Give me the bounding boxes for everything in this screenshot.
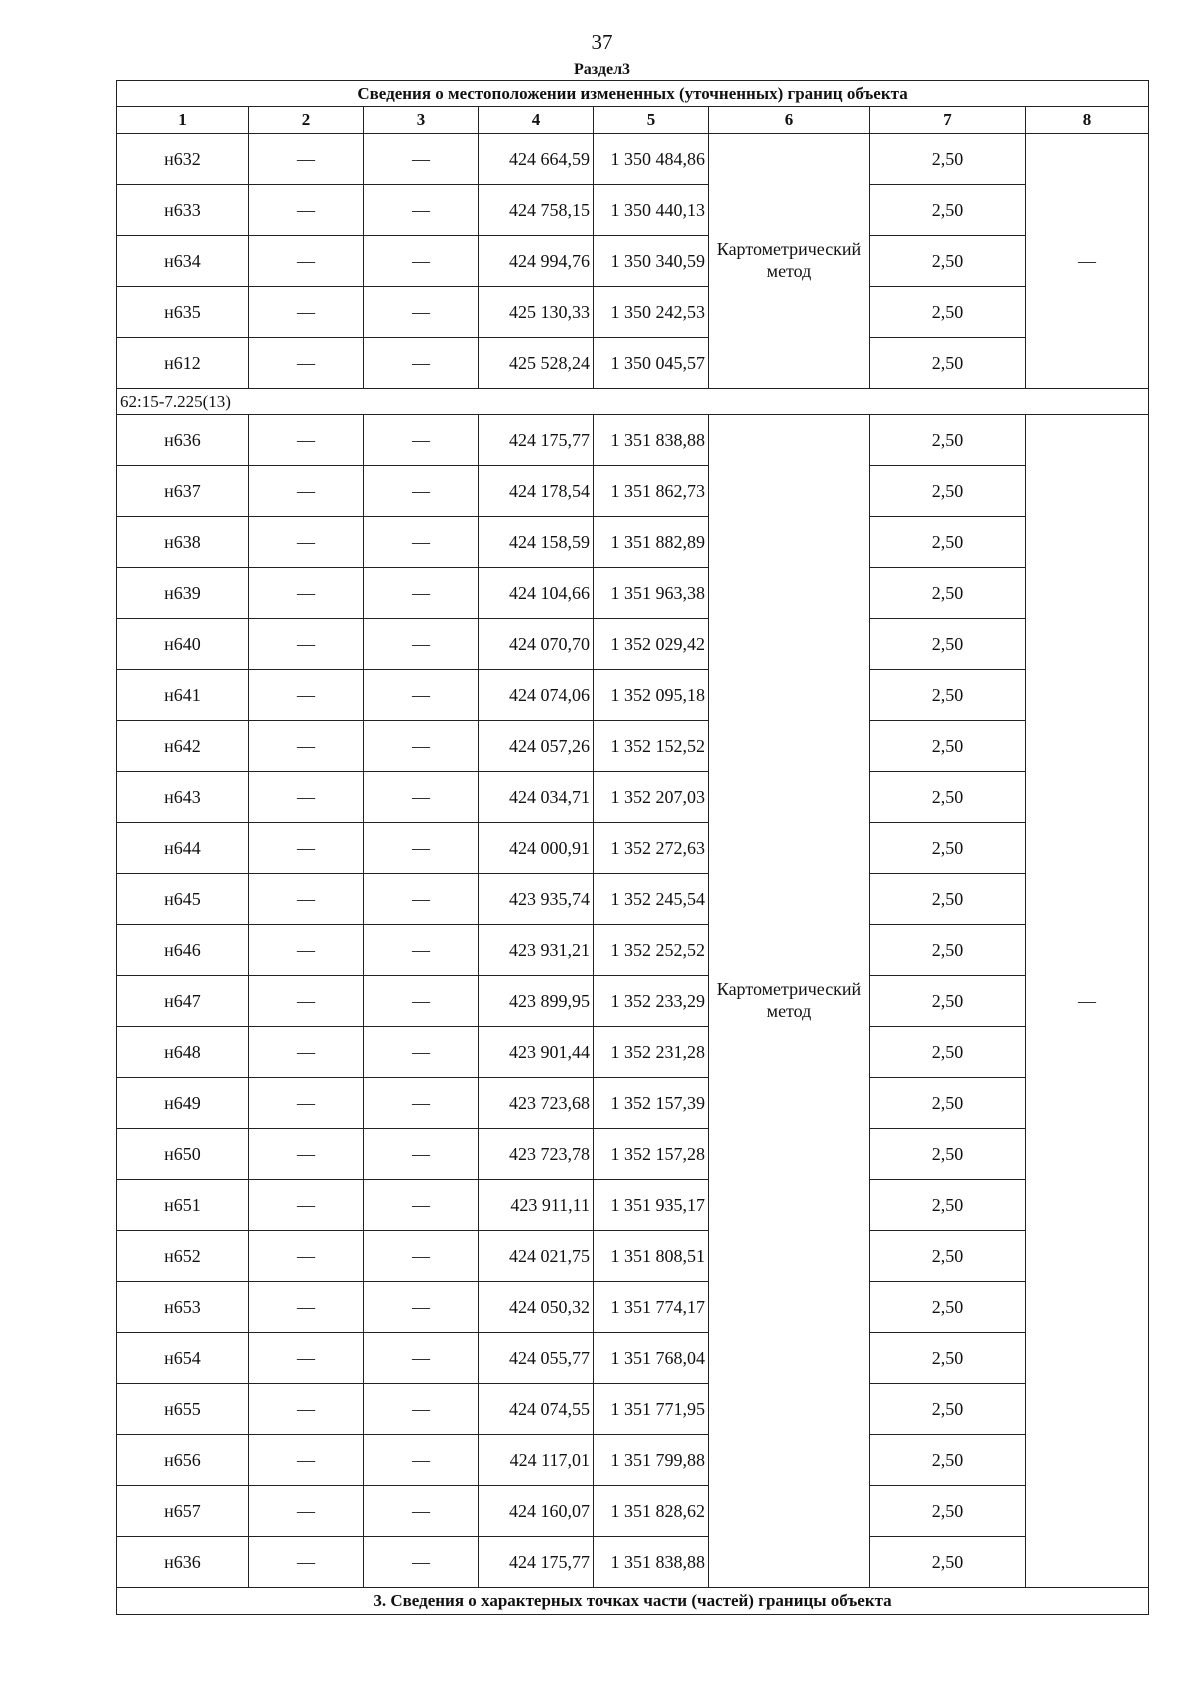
group-label-row <box>117 389 1149 415</box>
accuracy-value: 2,50 <box>870 670 1026 721</box>
coord-y: 1 352 233,29 <box>594 976 709 1027</box>
coord-y: 1 352 245,54 <box>594 874 709 925</box>
dash-cell: — <box>364 874 479 925</box>
dash-cell: — <box>364 287 479 338</box>
method-cell: Картометрический метод <box>709 415 870 1588</box>
point-name: н648 <box>117 1027 249 1078</box>
coord-y: 1 351 774,17 <box>594 1282 709 1333</box>
dash-cell: — <box>364 1231 479 1282</box>
accuracy-value: 2,50 <box>870 287 1026 338</box>
accuracy-value: 2,50 <box>870 338 1026 389</box>
dash-cell: — <box>364 134 479 185</box>
accuracy-value: 2,50 <box>870 466 1026 517</box>
table-row <box>117 134 1149 185</box>
coord-y: 1 352 095,18 <box>594 670 709 721</box>
table-row <box>117 287 1149 338</box>
accuracy-value: 2,50 <box>870 721 1026 772</box>
coord-x: 424 758,15 <box>479 185 594 236</box>
coord-x: 425 130,33 <box>479 287 594 338</box>
column-number: 5 <box>594 107 709 134</box>
dash-cell: — <box>249 517 364 568</box>
coord-x: 424 055,77 <box>479 1333 594 1384</box>
table-row <box>117 976 1149 1027</box>
coord-y: 1 350 440,13 <box>594 185 709 236</box>
dash-cell: — <box>364 670 479 721</box>
footer-title: 3. Сведения о характерных точках части (частей) границы объекта <box>117 1588 1149 1615</box>
table-row <box>117 1078 1149 1129</box>
table-row <box>117 619 1149 670</box>
method-cell: Картометрический метод <box>709 134 870 389</box>
table-row <box>117 1384 1149 1435</box>
coord-x: 424 074,06 <box>479 670 594 721</box>
dash-cell: — <box>249 721 364 772</box>
coord-y: 1 351 862,73 <box>594 466 709 517</box>
point-name: н635 <box>117 287 249 338</box>
dash-cell: — <box>249 772 364 823</box>
point-name: н636 <box>117 1537 249 1588</box>
table-row <box>117 338 1149 389</box>
point-name: н654 <box>117 1333 249 1384</box>
coord-x: 424 104,66 <box>479 568 594 619</box>
dash-cell: — <box>249 976 364 1027</box>
dash-cell: — <box>364 1282 479 1333</box>
coord-x: 424 175,77 <box>479 1537 594 1588</box>
column-number-row <box>117 107 1149 134</box>
column-number: 3 <box>364 107 479 134</box>
coord-x: 424 070,70 <box>479 619 594 670</box>
coord-y: 1 352 152,52 <box>594 721 709 772</box>
dash-cell: — <box>364 517 479 568</box>
accuracy-value: 2,50 <box>870 1486 1026 1537</box>
coord-x: 424 050,32 <box>479 1282 594 1333</box>
coord-y: 1 351 808,51 <box>594 1231 709 1282</box>
coord-x: 424 175,77 <box>479 415 594 466</box>
coord-y: 1 351 882,89 <box>594 517 709 568</box>
point-name: н653 <box>117 1282 249 1333</box>
dash-cell: — <box>249 1180 364 1231</box>
dash-cell: — <box>249 287 364 338</box>
dash-cell: — <box>364 568 479 619</box>
dash-cell: — <box>249 134 364 185</box>
coord-y: 1 351 768,04 <box>594 1333 709 1384</box>
point-name: н641 <box>117 670 249 721</box>
dash-cell: — <box>1026 134 1149 389</box>
coord-y: 1 350 045,57 <box>594 338 709 389</box>
point-name: н646 <box>117 925 249 976</box>
column-number: 2 <box>249 107 364 134</box>
coord-x: 423 935,74 <box>479 874 594 925</box>
table-row <box>117 823 1149 874</box>
accuracy-value: 2,50 <box>870 874 1026 925</box>
table-row <box>117 1231 1149 1282</box>
coord-y: 1 350 484,86 <box>594 134 709 185</box>
dash-cell: — <box>364 1027 479 1078</box>
table-row <box>117 1435 1149 1486</box>
coord-x: 424 117,01 <box>479 1435 594 1486</box>
table-row <box>117 1129 1149 1180</box>
coord-x: 425 528,24 <box>479 338 594 389</box>
group-label: 62:15-7.225(13) <box>117 389 1149 415</box>
coord-x: 423 723,68 <box>479 1078 594 1129</box>
accuracy-value: 2,50 <box>870 1078 1026 1129</box>
accuracy-value: 2,50 <box>870 1537 1026 1588</box>
dash-cell: — <box>249 670 364 721</box>
point-name: н644 <box>117 823 249 874</box>
accuracy-value: 2,50 <box>870 976 1026 1027</box>
dash-cell: — <box>249 236 364 287</box>
dash-cell: — <box>364 338 479 389</box>
coord-x: 423 911,11 <box>479 1180 594 1231</box>
point-name: н642 <box>117 721 249 772</box>
accuracy-value: 2,50 <box>870 1282 1026 1333</box>
point-name: н634 <box>117 236 249 287</box>
table-row <box>117 925 1149 976</box>
footer-row <box>117 1588 1149 1615</box>
coord-y: 1 351 799,88 <box>594 1435 709 1486</box>
accuracy-value: 2,50 <box>870 1231 1026 1282</box>
column-number: 6 <box>709 107 870 134</box>
point-name: н645 <box>117 874 249 925</box>
dash-cell: — <box>364 1180 479 1231</box>
accuracy-value: 2,50 <box>870 925 1026 976</box>
table-row <box>117 466 1149 517</box>
point-name: н656 <box>117 1435 249 1486</box>
dash-cell: — <box>249 1384 364 1435</box>
coord-y: 1 352 157,28 <box>594 1129 709 1180</box>
point-name: н655 <box>117 1384 249 1435</box>
dash-cell: — <box>249 466 364 517</box>
column-number: 8 <box>1026 107 1149 134</box>
coord-x: 424 664,59 <box>479 134 594 185</box>
coord-x: 424 021,75 <box>479 1231 594 1282</box>
coord-y: 1 351 838,88 <box>594 1537 709 1588</box>
accuracy-value: 2,50 <box>870 568 1026 619</box>
accuracy-value: 2,50 <box>870 517 1026 568</box>
table-row <box>117 874 1149 925</box>
coord-x: 424 000,91 <box>479 823 594 874</box>
table-row <box>117 517 1149 568</box>
dash-cell: — <box>364 721 479 772</box>
coord-y: 1 351 828,62 <box>594 1486 709 1537</box>
coord-y: 1 352 231,28 <box>594 1027 709 1078</box>
section-title: Раздел3 <box>573 61 631 78</box>
dash-cell: — <box>249 1486 364 1537</box>
dash-cell: — <box>249 1078 364 1129</box>
table-row <box>117 721 1149 772</box>
coord-y: 1 351 963,38 <box>594 568 709 619</box>
dash-cell: — <box>364 772 479 823</box>
coord-y: 1 352 157,39 <box>594 1078 709 1129</box>
dash-cell: — <box>364 415 479 466</box>
point-name: н640 <box>117 619 249 670</box>
point-name: н632 <box>117 134 249 185</box>
dash-cell: — <box>364 185 479 236</box>
coord-x: 424 158,59 <box>479 517 594 568</box>
accuracy-value: 2,50 <box>870 236 1026 287</box>
dash-cell: — <box>249 1333 364 1384</box>
column-number: 4 <box>479 107 594 134</box>
table-row <box>117 670 1149 721</box>
accuracy-value: 2,50 <box>870 1180 1026 1231</box>
dash-cell: — <box>364 823 479 874</box>
accuracy-value: 2,50 <box>870 415 1026 466</box>
coord-y: 1 350 340,59 <box>594 236 709 287</box>
dash-cell: — <box>249 568 364 619</box>
column-number: 7 <box>870 107 1026 134</box>
accuracy-value: 2,50 <box>870 823 1026 874</box>
table-row <box>117 772 1149 823</box>
point-name: н612 <box>117 338 249 389</box>
table-row <box>117 1486 1149 1537</box>
table-row <box>117 1180 1149 1231</box>
coord-y: 1 352 252,52 <box>594 925 709 976</box>
coord-x: 423 899,95 <box>479 976 594 1027</box>
coord-x: 423 901,44 <box>479 1027 594 1078</box>
dash-cell: — <box>364 236 479 287</box>
dash-cell: — <box>364 619 479 670</box>
point-name: н633 <box>117 185 249 236</box>
point-name: н639 <box>117 568 249 619</box>
table-caption: Сведения о местоположении измененных (уточненных) границ объекта <box>117 81 1149 107</box>
coord-x: 424 994,76 <box>479 236 594 287</box>
dash-cell: — <box>364 1333 479 1384</box>
dash-cell: — <box>249 1537 364 1588</box>
table-row <box>117 1282 1149 1333</box>
dash-cell: — <box>364 1384 479 1435</box>
point-name: н650 <box>117 1129 249 1180</box>
dash-cell: — <box>364 466 479 517</box>
dash-cell: — <box>364 1129 479 1180</box>
coord-y: 1 352 272,63 <box>594 823 709 874</box>
table-row <box>117 1333 1149 1384</box>
dash-cell: — <box>249 823 364 874</box>
point-name: н647 <box>117 976 249 1027</box>
coord-x: 424 034,71 <box>479 772 594 823</box>
dash-cell: — <box>364 1537 479 1588</box>
point-name: н643 <box>117 772 249 823</box>
coord-x: 424 057,26 <box>479 721 594 772</box>
table-row <box>117 415 1149 466</box>
dash-cell: — <box>249 185 364 236</box>
dash-cell: — <box>1026 415 1149 1588</box>
accuracy-value: 2,50 <box>870 772 1026 823</box>
dash-cell: — <box>249 1231 364 1282</box>
point-name: н657 <box>117 1486 249 1537</box>
point-name: н638 <box>117 517 249 568</box>
coord-x: 424 160,07 <box>479 1486 594 1537</box>
dash-cell: — <box>249 338 364 389</box>
coord-x: 424 178,54 <box>479 466 594 517</box>
dash-cell: — <box>249 1027 364 1078</box>
accuracy-value: 2,50 <box>870 1333 1026 1384</box>
table-row <box>117 236 1149 287</box>
coord-y: 1 350 242,53 <box>594 287 709 338</box>
coord-x: 423 723,78 <box>479 1129 594 1180</box>
table-row <box>117 568 1149 619</box>
point-name: н649 <box>117 1078 249 1129</box>
point-name: н652 <box>117 1231 249 1282</box>
dash-cell: — <box>364 925 479 976</box>
coord-x: 423 931,21 <box>479 925 594 976</box>
table-caption-row <box>117 81 1149 107</box>
accuracy-value: 2,50 <box>870 185 1026 236</box>
point-name: н651 <box>117 1180 249 1231</box>
dash-cell: — <box>364 1486 479 1537</box>
accuracy-value: 2,50 <box>870 1129 1026 1180</box>
dash-cell: — <box>249 925 364 976</box>
coord-y: 1 352 207,03 <box>594 772 709 823</box>
accuracy-value: 2,50 <box>870 619 1026 670</box>
point-name: н637 <box>117 466 249 517</box>
table-row <box>117 1027 1149 1078</box>
dash-cell: — <box>364 1435 479 1486</box>
coord-y: 1 351 771,95 <box>594 1384 709 1435</box>
page-number: 37 <box>591 30 613 54</box>
column-number: 1 <box>117 107 249 134</box>
accuracy-value: 2,50 <box>870 1435 1026 1486</box>
coordinates-table <box>116 80 1149 1615</box>
coord-x: 424 074,55 <box>479 1384 594 1435</box>
dash-cell: — <box>249 1282 364 1333</box>
accuracy-value: 2,50 <box>870 134 1026 185</box>
dash-cell: — <box>364 1078 479 1129</box>
accuracy-value: 2,50 <box>870 1384 1026 1435</box>
dash-cell: — <box>249 619 364 670</box>
coord-y: 1 351 935,17 <box>594 1180 709 1231</box>
accuracy-value: 2,50 <box>870 1027 1026 1078</box>
dash-cell: — <box>249 1129 364 1180</box>
dash-cell: — <box>249 1435 364 1486</box>
dash-cell: — <box>249 415 364 466</box>
coord-y: 1 352 029,42 <box>594 619 709 670</box>
dash-cell: — <box>364 976 479 1027</box>
table-row <box>117 185 1149 236</box>
dash-cell: — <box>249 874 364 925</box>
table-row <box>117 1537 1149 1588</box>
point-name: н636 <box>117 415 249 466</box>
coord-y: 1 351 838,88 <box>594 415 709 466</box>
